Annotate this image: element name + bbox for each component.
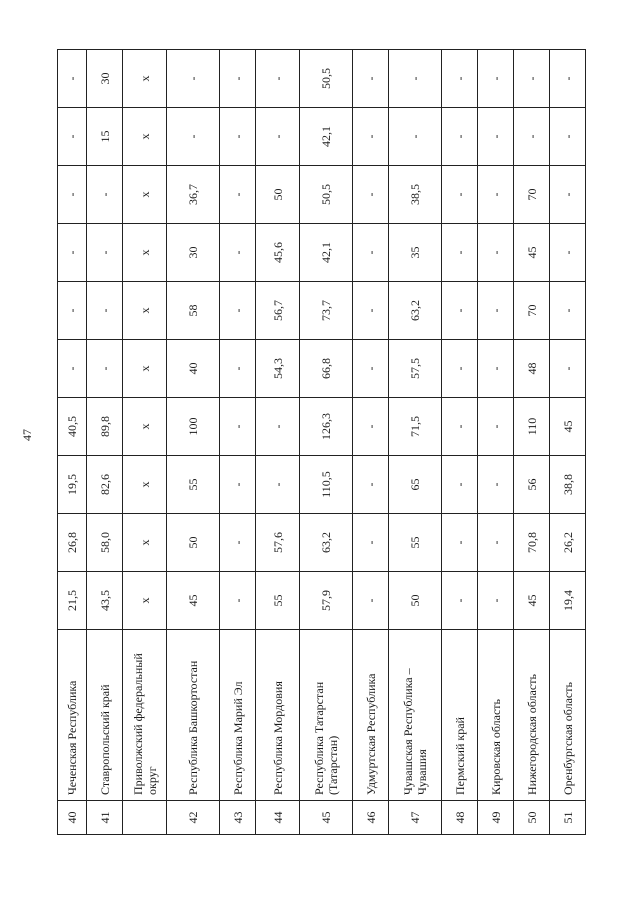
- value-cell: 110: [514, 398, 550, 456]
- value-cell: -: [478, 456, 514, 514]
- value-cell: -: [353, 224, 389, 282]
- value-cell: 66,8: [300, 340, 353, 398]
- row-number: 40: [58, 801, 87, 835]
- value-cell: 89,8: [87, 398, 123, 456]
- value-cell: -: [353, 50, 389, 108]
- region-name: Приволжский федеральный округ: [123, 630, 167, 801]
- value-cell: 54,3: [256, 340, 300, 398]
- value-cell: х: [123, 108, 167, 166]
- table-row: [300, 50, 353, 835]
- value-cell: 50: [389, 572, 442, 630]
- table-body: [58, 50, 586, 835]
- value-cell: -: [442, 514, 478, 572]
- value-cell: 42,1: [300, 108, 353, 166]
- value-cell: 38,5: [389, 166, 442, 224]
- value-cell: -: [442, 166, 478, 224]
- value-cell: 82,6: [87, 456, 123, 514]
- value-cell: х: [123, 282, 167, 340]
- region-name: Республика Мордовия: [256, 630, 300, 801]
- value-cell: 110,5: [300, 456, 353, 514]
- value-cell: 70,8: [514, 514, 550, 572]
- value-cell: -: [87, 340, 123, 398]
- value-cell: 73,7: [300, 282, 353, 340]
- value-cell: 63,2: [389, 282, 442, 340]
- table-row: [123, 50, 167, 835]
- value-cell: -: [58, 108, 87, 166]
- value-cell: 58: [167, 282, 220, 340]
- value-cell: 43,5: [87, 572, 123, 630]
- value-cell: х: [123, 340, 167, 398]
- table-row: [389, 50, 442, 835]
- value-cell: 63,2: [300, 514, 353, 572]
- value-cell: -: [353, 514, 389, 572]
- value-cell: 57,6: [256, 514, 300, 572]
- value-cell: -: [256, 398, 300, 456]
- value-cell: 56: [514, 456, 550, 514]
- value-cell: 55: [389, 514, 442, 572]
- value-cell: 71,5: [389, 398, 442, 456]
- row-number: 42: [167, 801, 220, 835]
- value-cell: 30: [167, 224, 220, 282]
- value-cell: -: [353, 282, 389, 340]
- value-cell: 45: [514, 224, 550, 282]
- value-cell: -: [58, 166, 87, 224]
- value-cell: -: [58, 224, 87, 282]
- value-cell: -: [442, 282, 478, 340]
- value-cell: -: [256, 50, 300, 108]
- value-cell: -: [220, 340, 256, 398]
- table-row: [550, 50, 586, 835]
- table-row: [442, 50, 478, 835]
- value-cell: 19,5: [58, 456, 87, 514]
- table-row: [478, 50, 514, 835]
- value-cell: -: [353, 456, 389, 514]
- value-cell: 56,7: [256, 282, 300, 340]
- value-cell: 50: [167, 514, 220, 572]
- value-cell: х: [123, 514, 167, 572]
- table-row: [514, 50, 550, 835]
- tariff-table-sheet: [57, 50, 580, 835]
- region-name: Республика Марий Эл: [220, 630, 256, 801]
- value-cell: -: [478, 282, 514, 340]
- value-cell: -: [550, 166, 586, 224]
- value-cell: 40,5: [58, 398, 87, 456]
- value-cell: -: [478, 514, 514, 572]
- value-cell: -: [353, 398, 389, 456]
- value-cell: -: [478, 572, 514, 630]
- value-cell: -: [353, 108, 389, 166]
- row-number: 46: [353, 801, 389, 835]
- value-cell: -: [550, 282, 586, 340]
- row-number: 49: [478, 801, 514, 835]
- value-cell: -: [256, 456, 300, 514]
- value-cell: 21,5: [58, 572, 87, 630]
- value-cell: -: [550, 108, 586, 166]
- value-cell: -: [87, 282, 123, 340]
- value-cell: -: [389, 108, 442, 166]
- value-cell: -: [442, 340, 478, 398]
- value-cell: -: [389, 50, 442, 108]
- value-cell: -: [220, 50, 256, 108]
- value-cell: -: [58, 50, 87, 108]
- row-number: 48: [442, 801, 478, 835]
- table-row: [167, 50, 220, 835]
- value-cell: х: [123, 572, 167, 630]
- value-cell: -: [478, 398, 514, 456]
- value-cell: -: [514, 108, 550, 166]
- row-number: 51: [550, 801, 586, 835]
- value-cell: 42,1: [300, 224, 353, 282]
- value-cell: -: [220, 108, 256, 166]
- value-cell: 45: [167, 572, 220, 630]
- value-cell: х: [123, 224, 167, 282]
- value-cell: -: [58, 282, 87, 340]
- value-cell: 30: [87, 50, 123, 108]
- value-cell: х: [123, 50, 167, 108]
- value-cell: -: [550, 224, 586, 282]
- value-cell: 45: [514, 572, 550, 630]
- value-cell: -: [478, 340, 514, 398]
- value-cell: -: [353, 166, 389, 224]
- page-number: 47: [20, 429, 34, 441]
- region-name: Республика Татарстан (Татарстан): [300, 630, 353, 801]
- value-cell: 26,2: [550, 514, 586, 572]
- value-cell: -: [550, 50, 586, 108]
- region-name: Чеченская Республика: [58, 630, 87, 801]
- value-cell: -: [220, 398, 256, 456]
- table-row: [58, 50, 87, 835]
- value-cell: -: [514, 50, 550, 108]
- value-cell: -: [220, 224, 256, 282]
- region-name: Нижегородская область: [514, 630, 550, 801]
- value-cell: -: [87, 224, 123, 282]
- value-cell: х: [123, 398, 167, 456]
- value-cell: 38,8: [550, 456, 586, 514]
- table-row: [87, 50, 123, 835]
- value-cell: -: [442, 456, 478, 514]
- value-cell: -: [550, 340, 586, 398]
- row-number: [123, 801, 167, 835]
- value-cell: 70: [514, 166, 550, 224]
- table-row: [256, 50, 300, 835]
- value-cell: 126,3: [300, 398, 353, 456]
- value-cell: -: [478, 166, 514, 224]
- value-cell: 50: [256, 166, 300, 224]
- value-cell: 58,0: [87, 514, 123, 572]
- value-cell: -: [58, 340, 87, 398]
- region-name: Удмуртская Республика: [353, 630, 389, 801]
- row-number: 45: [300, 801, 353, 835]
- region-name: Оренбургская область: [550, 630, 586, 801]
- value-cell: 26,8: [58, 514, 87, 572]
- value-cell: 15: [87, 108, 123, 166]
- value-cell: -: [353, 340, 389, 398]
- value-cell: 19,4: [550, 572, 586, 630]
- value-cell: -: [220, 456, 256, 514]
- value-cell: -: [442, 398, 478, 456]
- value-cell: 50,5: [300, 166, 353, 224]
- value-cell: 36,7: [167, 166, 220, 224]
- value-cell: 70: [514, 282, 550, 340]
- value-cell: -: [167, 50, 220, 108]
- table-row: [220, 50, 256, 835]
- value-cell: -: [478, 50, 514, 108]
- value-cell: 100: [167, 398, 220, 456]
- value-cell: -: [442, 224, 478, 282]
- row-number: 47: [389, 801, 442, 835]
- value-cell: 40: [167, 340, 220, 398]
- value-cell: -: [442, 50, 478, 108]
- value-cell: 35: [389, 224, 442, 282]
- regions-table: [57, 49, 586, 835]
- value-cell: 65: [389, 456, 442, 514]
- region-name: Пермский край: [442, 630, 478, 801]
- value-cell: -: [478, 224, 514, 282]
- region-name: Чувашская Республика – Чувашия: [389, 630, 442, 801]
- value-cell: х: [123, 456, 167, 514]
- row-number: 43: [220, 801, 256, 835]
- value-cell: 45: [550, 398, 586, 456]
- value-cell: -: [353, 572, 389, 630]
- value-cell: 55: [167, 456, 220, 514]
- region-name: Республика Башкортостан: [167, 630, 220, 801]
- row-number: 44: [256, 801, 300, 835]
- value-cell: -: [442, 572, 478, 630]
- region-name: Ставропольский край: [87, 630, 123, 801]
- value-cell: 48: [514, 340, 550, 398]
- value-cell: -: [220, 166, 256, 224]
- value-cell: х: [123, 166, 167, 224]
- value-cell: -: [220, 282, 256, 340]
- value-cell: 57,5: [389, 340, 442, 398]
- value-cell: 45,6: [256, 224, 300, 282]
- value-cell: -: [256, 108, 300, 166]
- region-name: Кировская область: [478, 630, 514, 801]
- value-cell: 57,9: [300, 572, 353, 630]
- row-number: 50: [514, 801, 550, 835]
- value-cell: -: [478, 108, 514, 166]
- value-cell: -: [87, 166, 123, 224]
- row-number: 41: [87, 801, 123, 835]
- table-row: [353, 50, 389, 835]
- value-cell: -: [167, 108, 220, 166]
- value-cell: -: [220, 514, 256, 572]
- value-cell: 50,5: [300, 50, 353, 108]
- value-cell: -: [442, 108, 478, 166]
- value-cell: -: [220, 572, 256, 630]
- value-cell: 55: [256, 572, 300, 630]
